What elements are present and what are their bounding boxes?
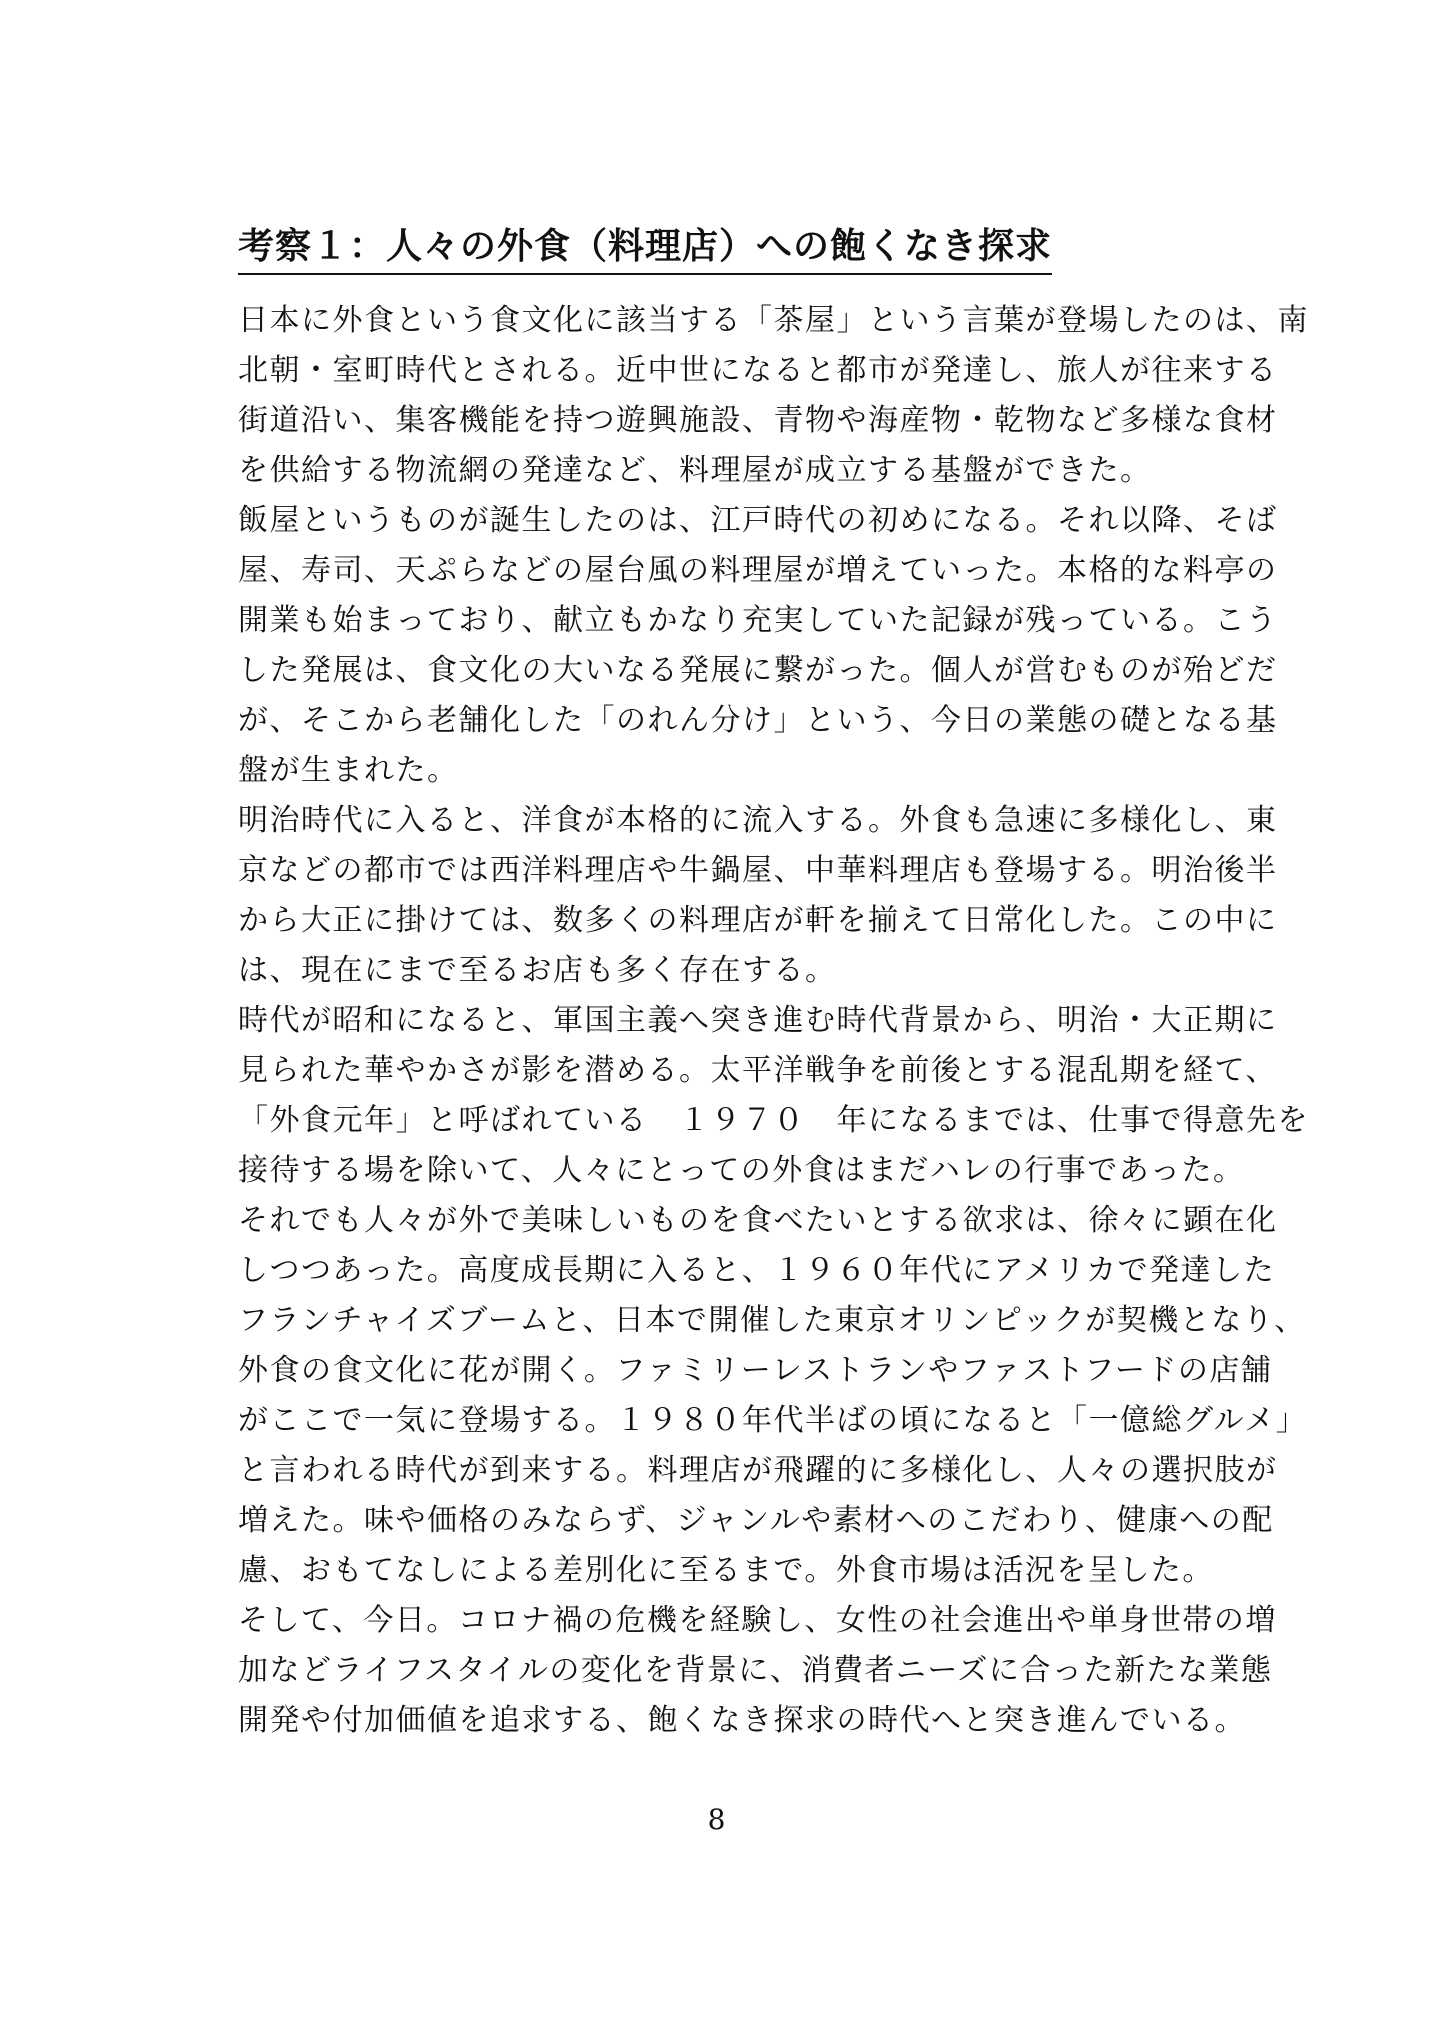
text-line: 飯屋というものが誕生したのは、江戸時代の初めになる。それ以降、そば <box>238 503 1278 538</box>
text-line: 「外食元年」と呼ばれている １９７０ 年になるまでは、仕事で得意先を <box>238 1103 1309 1138</box>
text-line: 盤が生まれた。 <box>238 753 459 788</box>
text-line: 屋、寿司、天ぷらなどの屋台風の料理屋が増えていった。本格的な料亭の <box>238 553 1278 588</box>
text-line: 時代が昭和になると、軍国主義へ突き進む時代背景から、明治・大正期に <box>238 1003 1278 1038</box>
text-line: が、そこから老舗化した「のれん分け」という、今日の業態の礎となる基 <box>238 703 1278 738</box>
text-line: 開発や付加価値を追求する、飽くなき探求の時代へと突き進んでいる。 <box>238 1703 1246 1738</box>
page-number: 8 <box>707 1803 726 1836</box>
text-line: と言われる時代が到来する。料理店が飛躍的に多様化し、人々の選択肢が <box>238 1453 1278 1488</box>
text-line: 日本に外食という食文化に該当する「茶屋」という言葉が登場したのは、南 <box>238 303 1309 338</box>
text-line: 加などライフスタイルの変化を背景に、消費者ニーズに合った新たな業態 <box>238 1653 1273 1688</box>
text-line: 京などの都市では西洋料理店や牛鍋屋、中華料理店も登場する。明治後半 <box>238 853 1278 888</box>
text-line: 外食の食文化に花が開く。ファミリーレストランやファストフードの店舗 <box>238 1353 1273 1388</box>
text-line: がここで一気に登場する。１９８０年代半ばの頃になると「一億総グルメ」 <box>238 1403 1308 1438</box>
text-line: しつつあった。高度成長期に入ると、１９６０年代にアメリカで発達した <box>238 1253 1276 1288</box>
text-line: それでも人々が外で美味しいものを食べたいとする欲求は、徐々に顕在化 <box>238 1203 1278 1238</box>
text-line: から大正に掛けては、数多くの料理店が軒を揃えて日常化した。この中に <box>238 903 1278 938</box>
text-line: は、現在にまで至るお店も多く存在する。 <box>238 953 837 988</box>
text-line: フランチャイズブームと、日本で開催した東京オリンピックが契機となり、 <box>238 1303 1306 1338</box>
text-line: 増えた。味や価格のみならず、ジャンルや素材へのこだわり、健康への配 <box>238 1503 1274 1538</box>
text-line: 明治時代に入ると、洋食が本格的に流入する。外食も急速に多様化し、東 <box>238 803 1278 838</box>
text-line: そして、今日。コロナ禍の危機を経験し、女性の社会進出や単身世帯の増 <box>238 1603 1277 1638</box>
section-title: 考察１：人々の外食（料理店）への飽くなき探求 <box>238 222 1052 275</box>
text-line: 慮、おもてなしによる差別化に至るまで。外食市場は活況を呈した。 <box>238 1553 1214 1588</box>
text-line: 開業も始まっており、献立もかなり充実していた記録が残っている。こう <box>238 603 1278 638</box>
text-line: 接待する場を除いて、人々にとっての外食はまだハレの行事であった。 <box>238 1153 1245 1188</box>
text-line: を供給する物流網の発達など、料理屋が成立する基盤ができた。 <box>238 453 1152 488</box>
text-line: 街道沿い、集客機能を持つ遊興施設、青物や海産物・乾物など多様な食材 <box>238 403 1278 438</box>
text-line: 北朝・室町時代とされる。近中世になると都市が発達し、旅人が往来する <box>238 353 1278 388</box>
text-line: 見られた華やかさが影を潜める。太平洋戦争を前後とする混乱期を経て、 <box>238 1053 1277 1088</box>
text-line: した発展は、食文化の大いなる発展に繋がった。個人が営むものが殆どだ <box>238 653 1278 688</box>
body-text <box>238 296 1309 1746</box>
